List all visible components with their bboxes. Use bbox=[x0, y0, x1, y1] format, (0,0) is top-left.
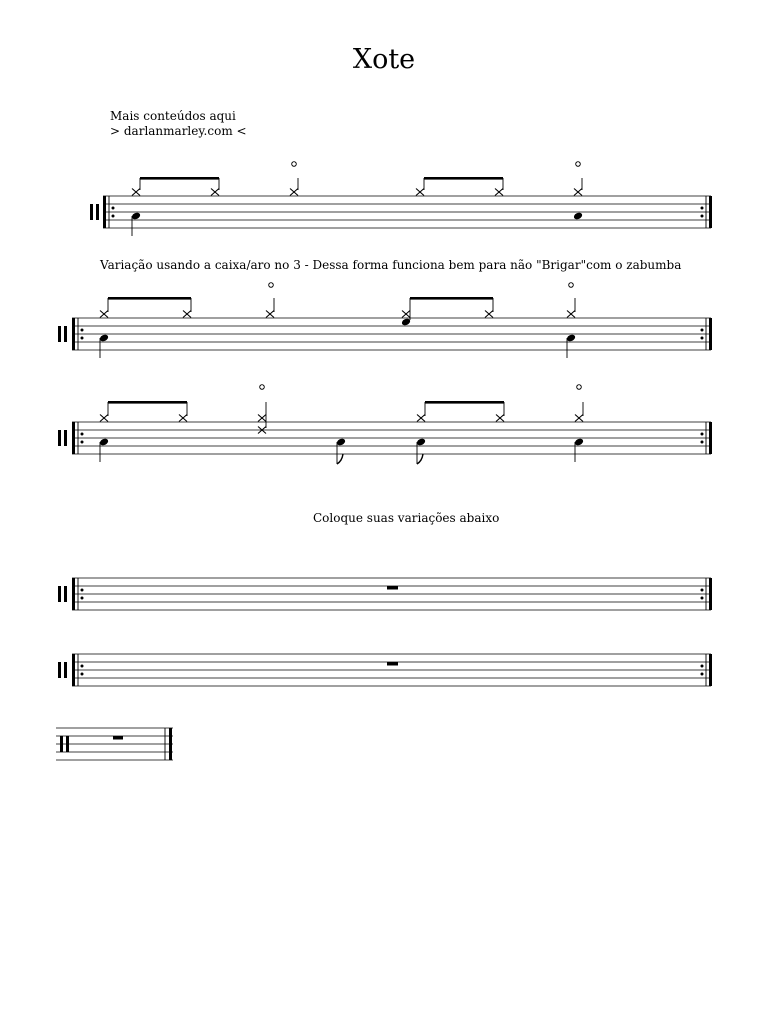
score-title: Xote bbox=[352, 44, 416, 75]
notes-system-3 bbox=[99, 385, 584, 464]
staff-system-4 bbox=[58, 578, 712, 610]
staff-system-2 bbox=[58, 283, 712, 358]
staff-system-5 bbox=[58, 654, 712, 686]
percussion-clef bbox=[58, 586, 67, 602]
staff-system-3 bbox=[58, 385, 712, 464]
percussion-clef bbox=[58, 430, 67, 446]
variation-note: Variação usando a caixa/aro no 3 - Dessa forma funciona bem para não "Brigar"com o zabumba bbox=[100, 258, 682, 272]
instructions-text: Coloque suas variações abaixo bbox=[313, 511, 500, 525]
whole-rest bbox=[387, 662, 398, 666]
notes-system-1 bbox=[131, 162, 583, 236]
percussion-clef bbox=[58, 662, 67, 678]
percussion-clef bbox=[90, 204, 99, 220]
header-note-line1: Mais conteúdos aqui bbox=[110, 109, 236, 123]
whole-rest bbox=[387, 586, 398, 590]
notes-system-2 bbox=[99, 283, 576, 358]
staff-system-1 bbox=[90, 162, 712, 236]
whole-rest bbox=[113, 736, 123, 740]
header-note-line2[interactable]: > darlanmarley.com < bbox=[110, 124, 247, 138]
percussion-clef bbox=[58, 326, 67, 342]
staff-system-6 bbox=[56, 728, 173, 760]
